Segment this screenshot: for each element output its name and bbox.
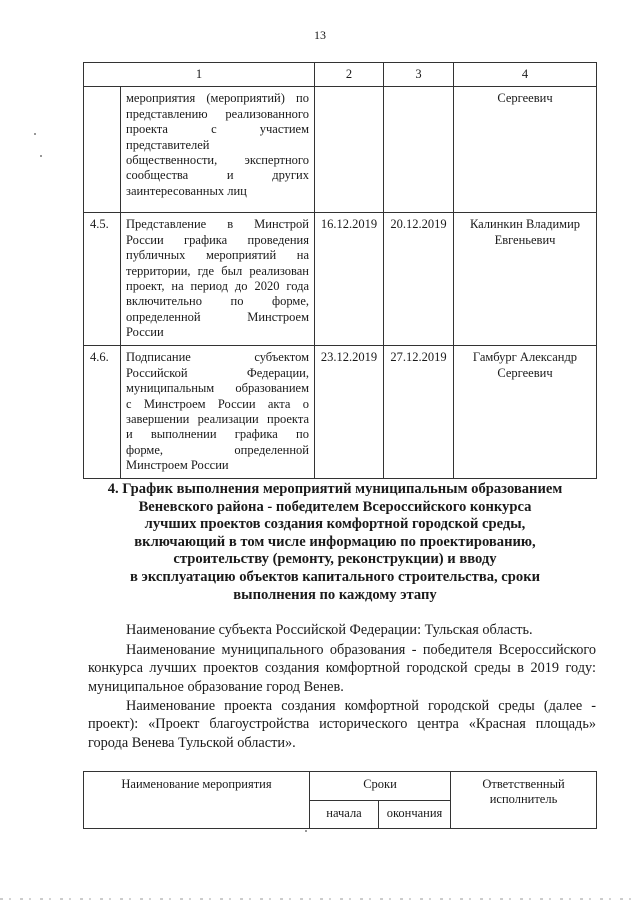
desc-line: представлению реализованного [126,106,309,121]
row-end-date: 27.12.2019 [384,346,454,479]
header-terms: Сроки [310,772,451,801]
paragraph-project [88,697,596,752]
desc-line: Представление в Минстрой [126,217,309,232]
header-end: окончания [379,800,451,829]
header-col-1: 1 [84,63,315,87]
desc-line: Российской Федерации, [126,365,309,380]
header-responsible: Ответственный исполнитель [451,772,597,829]
desc-line: завершении реализации проекта [126,412,309,427]
table-header-row [84,63,597,87]
desc-line: определенной Минстроем [126,309,309,324]
title-line: лучших проектов создания комфортной городской среды, [144,516,526,533]
desc-line: проект, на период до 2020 года [126,279,309,294]
table-row [84,87,597,213]
header-col-4: 4 [454,63,597,87]
desc-line: проекта с участием [126,122,309,137]
desc-line: России [126,325,164,340]
row-description [121,213,315,346]
desc-line: с Минстроем России акта о [126,396,309,411]
scan-artifact [305,830,307,832]
desc-line: Минстроем России [126,458,229,473]
table-row [84,213,597,346]
title-line: 4. График выполнения мероприятий муниципальным образованием [107,481,563,497]
header-col-2: 2 [315,63,384,87]
table-row [84,346,597,479]
paragraph-municipality [88,641,596,696]
scan-artifact [34,133,36,135]
desc-line: мероприятия (мероприятий) по [126,91,309,106]
row-description [121,346,315,479]
row-number [84,87,121,213]
title-line: Веневского района - победителем Всероссийского конкурса [138,498,532,515]
row-description [121,87,315,213]
row-start-date [315,87,384,213]
row-number: 4.6. [84,346,121,479]
paragraph-subject [88,621,596,639]
row-start-date: 23.12.2019 [315,346,384,479]
row-responsible: Калинкин Владимир Евгеньевич [454,213,597,346]
row-responsible: Сергеевич [454,87,597,213]
row-responsible: Гамбург Александр Сергеевич [454,346,597,479]
desc-line: форме, определенной [126,442,309,457]
desc-line: заинтересованных лиц [126,183,247,198]
title-line: включающий в том числе информацию по проектированию, [134,533,536,550]
header-col-3: 3 [384,63,454,87]
row-start-date: 16.12.2019 [315,213,384,346]
desc-line: Подписание субъектом [126,350,309,365]
paragraph-text: Наименование субъекта Российской Федерации: Тульская область. [126,622,533,638]
desc-line: муниципальным образованием [126,381,309,396]
paragraph-text: Наименование муниципального образования - победителя Всероссийского конкурса лучших проектов создания комфортной городской среды в 2019 году: муниципальное образование город Венев. [88,642,596,695]
row-end-date: 20.12.2019 [384,213,454,346]
desc-line: представителей [126,137,210,152]
desc-line: России графика проведения [126,232,309,247]
title-line: выполнения по каждому этапу [233,586,437,603]
scan-artifact [0,898,640,900]
row-number: 4.5. [84,213,121,346]
desc-line: территории, где был реализован [126,263,309,278]
section-title [60,481,610,604]
page-number: 13 [314,28,326,42]
desc-line: и выполнении графика по [126,427,309,442]
title-line: строительству (ремонту, реконструкции) и вводу [173,551,497,568]
paragraph-text: Наименование проекта создания комфортной городской среды (далее - проект): «Проект благоустройства исторического центра «Красная площадь» города Венева Тульской области». [88,698,596,751]
desc-line: включительно по форме, [126,294,309,309]
desc-line: сообщества и других [126,168,309,183]
header-start: начала [310,800,379,829]
title-line: в эксплуатацию объектов капитального строительства, сроки [129,568,541,585]
desc-line: публичных мероприятий на [126,248,309,263]
schedule-table-continued [83,62,597,479]
desc-line: общественности, экспертного [126,153,309,168]
row-end-date [384,87,454,213]
schedule-table-header [83,771,597,829]
header-event-name: Наименование мероприятия [84,772,310,829]
scan-artifact [40,155,42,157]
